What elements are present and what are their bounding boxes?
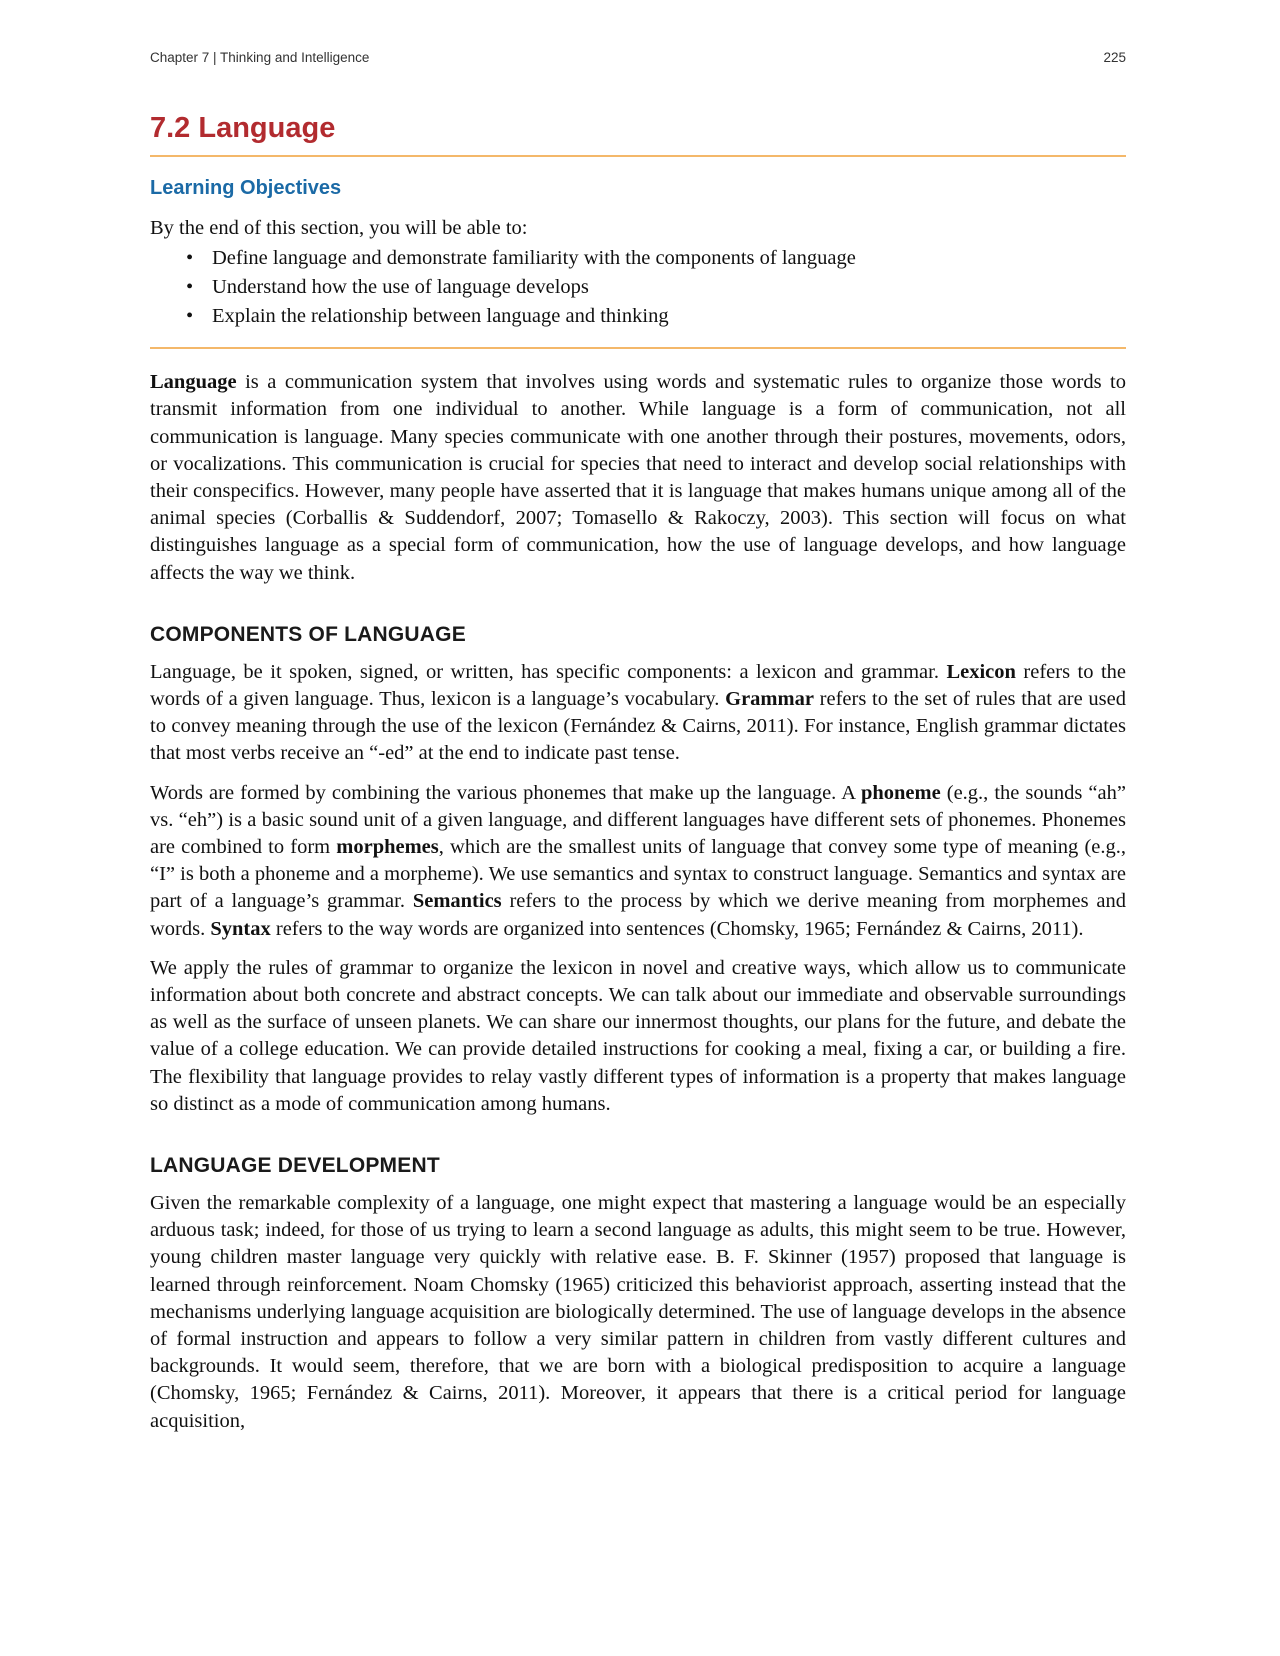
objective-item [186,302,1126,331]
objective-text: Understand how the use of language develops [212,276,589,299]
objective-text: Define language and demonstrate familiarity with the components of language [212,247,856,270]
development-paragraph-1: Given the remarkable complexity of a language, one might expect that mastering a language would be an especially arduous task; indeed, for those of us trying to learn a second language as adults, this might seem to be true. However, young children master language very quickly with relative ease. B. F. Skinner (1957) proposed that language is learned through reinforcement. Noam Chomsky (1965) criticized this behaviorist approach, asserting instead that the mechanisms underlying language acquisition are biologically determined. The use of language develops in the absence of formal instruction and appears to follow a very similar pattern in children from vastly different cultures and backgrounds. It would seem, therefore, that we are born with a biological predisposition to acquire a language (Chomsky, 1965; Fernández & Cairns, 2011). Moreover, it appears that there is a critical period for language acquisition, [150,1191,1126,1432]
key-term: Language [150,371,237,394]
objective-item [186,273,1126,302]
paragraph-text: , which are the smallest units of language that convey some type of meaning (e.g., “I” is both a phoneme and a morpheme). We use semantics and syntax to construct language. Semantics and syntax are part of a language’s grammar. [150,835,1126,913]
paragraph-text: is a communication system that involves using words and systematic rules to organize those words to transmit information from one individual to another. While language is a form of communication, not all communication is language. Many species communicate with one another through their postures, movements, odors, or vocalizations. This communication is crucial for species that need to interact and develop social relationships with their conspecifics. However, many people have asserted that it is language that makes humans unique among all of the animal species (Corballis & Suddendorf, 2007; Tomasello & Rakoczy, 2003). This section will focus on what distinguishes language as a special form of communication, how the use of language develops, and how language affects the way we think. [150,371,1126,584]
paragraph-text: refers to the process by which we derive meaning from morphemes and words. [150,890,1127,940]
development-heading: LANGUAGE DEVELOPMENT [150,1153,440,1177]
paragraph-text: Language, be it spoken, signed, or written, has specific components: a lexicon and grammar. [150,660,947,683]
objective-text: Explain the relationship between language and thinking [212,305,669,328]
paragraph-text: Words are formed by combining the various phonemes that make up the language. A [150,781,861,804]
learning-objectives-list [150,244,1126,331]
learning-objectives-heading: Learning Objectives [150,176,342,199]
intro-paragraph [150,369,1126,587]
components-heading: COMPONENTS OF LANGUAGE [150,622,466,646]
learning-objectives-box [150,157,1126,347]
objectives-rule [150,347,1126,349]
section-title: 7.2 Language [150,112,336,144]
paragraph-text: refers to the set of rules that are used to convey meaning through the use of the lexicon (Fernández & Cairns, 2011). For instance, English grammar dictates that most verbs receive an “-ed” at the end to indicate past tense. [150,687,1126,765]
key-term: morphemes [336,835,439,858]
key-term: phoneme [860,781,941,804]
learning-objectives-intro: By the end of this section, you will be able to: [150,216,528,239]
components-paragraph-2 [150,780,1126,943]
bullet-icon: • [186,276,194,299]
running-header [150,50,1126,65]
key-term: Grammar [725,687,814,710]
paragraph-text: refers to the words of a given language. Thus, lexicon is a language’s vocabulary. [150,660,1127,710]
key-term: Semantics [412,890,502,913]
page-number: 225 [1103,50,1126,65]
bullet-icon: • [186,247,194,270]
paragraph-text: refers to the way words are organized into sentences (Chomsky, 1965; Fernández & Cairns, 2011). [270,917,1084,940]
paragraph-text: (e.g., the sounds “ah” vs. “eh”) is a basic sound unit of a given language, and different languages have different sets of phonemes. Phonemes are combined to form [150,781,1126,858]
bullet-icon: • [186,305,194,328]
key-term: Lexicon [946,660,1016,683]
components-paragraph-1 [150,659,1126,768]
page [150,50,1126,1447]
key-term: Syntax [210,917,271,940]
objective-item [186,244,1126,273]
chapter-label: Chapter 7 | Thinking and Intelligence [150,50,370,65]
components-paragraph-3: We apply the rules of grammar to organize the lexicon in novel and creative ways, which allow us to communicate information about both concrete and abstract concepts. We can talk about our immediate and observable surroundings as well as the surface of unseen planets. We can share our innermost thoughts, our plans for the future, and debate the value of a college education. We can provide detailed instructions for cooking a meal, fixing a car, or building a fire. The flexibility that language provides to relay vastly different types of information is a property that makes language so distinct as a mode of communication among humans. [150,956,1126,1115]
